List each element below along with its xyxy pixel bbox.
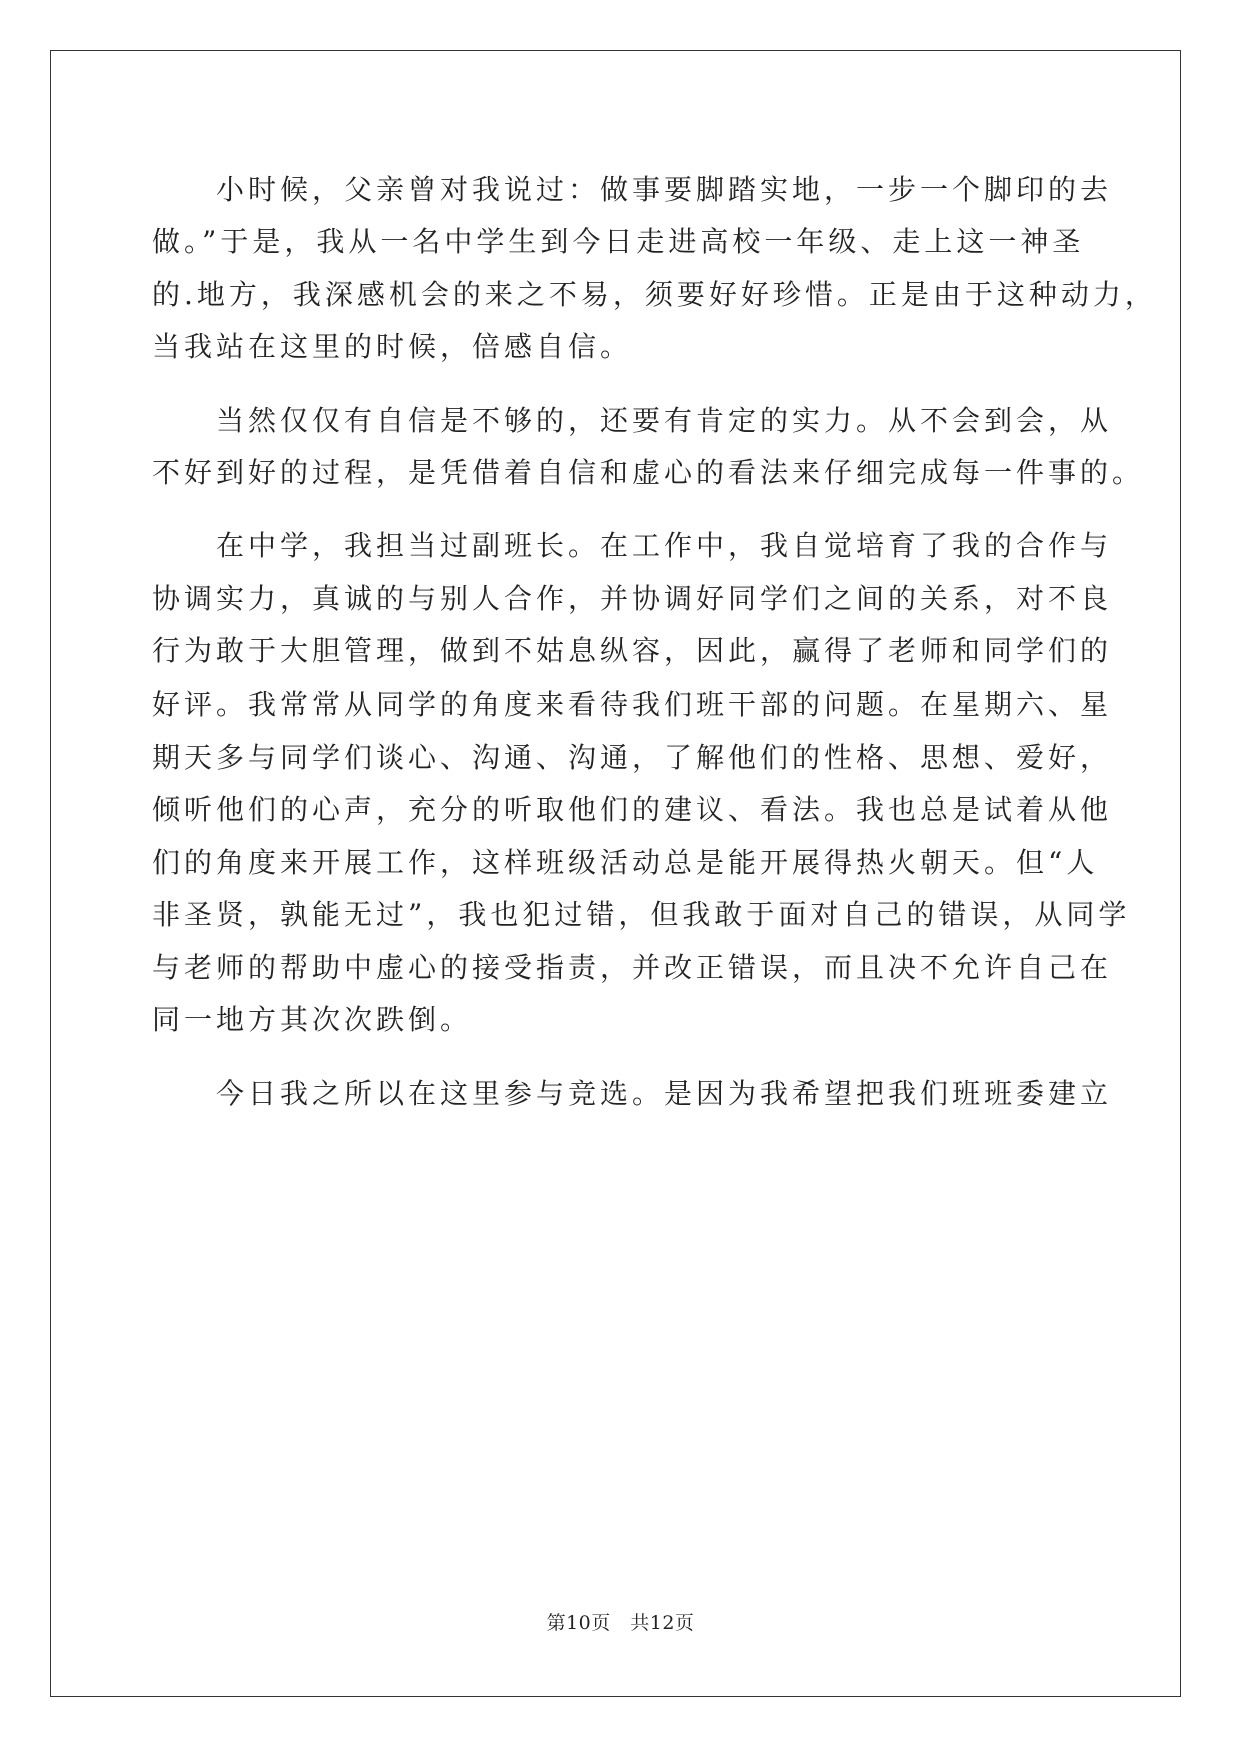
text-line: 好评。我常常从同学的角度来看待我们班干部的问题。在星期六、星	[152, 688, 1113, 721]
text-line: 小时候，父亲曾对我说过：做事要脚踏实地，一步一个脚印的去	[152, 173, 1113, 206]
text-line: 不好到好的过程，是凭借着自信和虚心的看法来仔细完成每一件事的。	[152, 456, 1145, 489]
text-line: 期天多与同学们谈心、沟通、沟通，了解他们的性格、思想、爱好，	[152, 741, 1113, 774]
text-line: 非圣贤，孰能无过”，我也犯过错，但我敢于面对自己的错误，从同学	[152, 898, 1131, 931]
text-line: 当我站在这里的时候，倍感自信。	[152, 330, 633, 363]
text-line: 行为敢于大胆管理，做到不姑息纵容，因此，赢得了老师和同学们的	[152, 634, 1113, 667]
text-line: 当然仅仅有自信是不够的，还要有肯定的实力。从不会到会，从	[152, 404, 1113, 437]
text-line: 与老师的帮助中虚心的接受指责，并改正错误，而且决不允许自己在	[152, 951, 1113, 984]
text-line: 在中学，我担当过副班长。在工作中，我自觉培育了我的合作与	[152, 529, 1113, 562]
text-line: 们的角度来开展工作，这样班级活动总是能开展得热火朝天。但“人	[152, 846, 1099, 879]
page-footer: 第10页 共12页	[546, 1612, 695, 1634]
text-line: 做。”于是，我从一名中学生到今日走进高校一年级、走上这一神圣	[152, 225, 1085, 258]
text-line: 的.地方，我深感机会的来之不易，须要好好珍惜。正是由于这种动力，	[152, 278, 1157, 311]
text-line: 同一地方其次次跌倒。	[152, 1003, 473, 1036]
text-line: 今日我之所以在这里参与竞选。是因为我希望把我们班班委建立	[152, 1077, 1113, 1110]
text-line: 倾听他们的心声，充分的听取他们的建议、看法。我也总是试着从他	[152, 793, 1113, 826]
text-line: 协调实力，真诚的与别人合作，并协调好同学们之间的关系，对不良	[152, 582, 1113, 615]
